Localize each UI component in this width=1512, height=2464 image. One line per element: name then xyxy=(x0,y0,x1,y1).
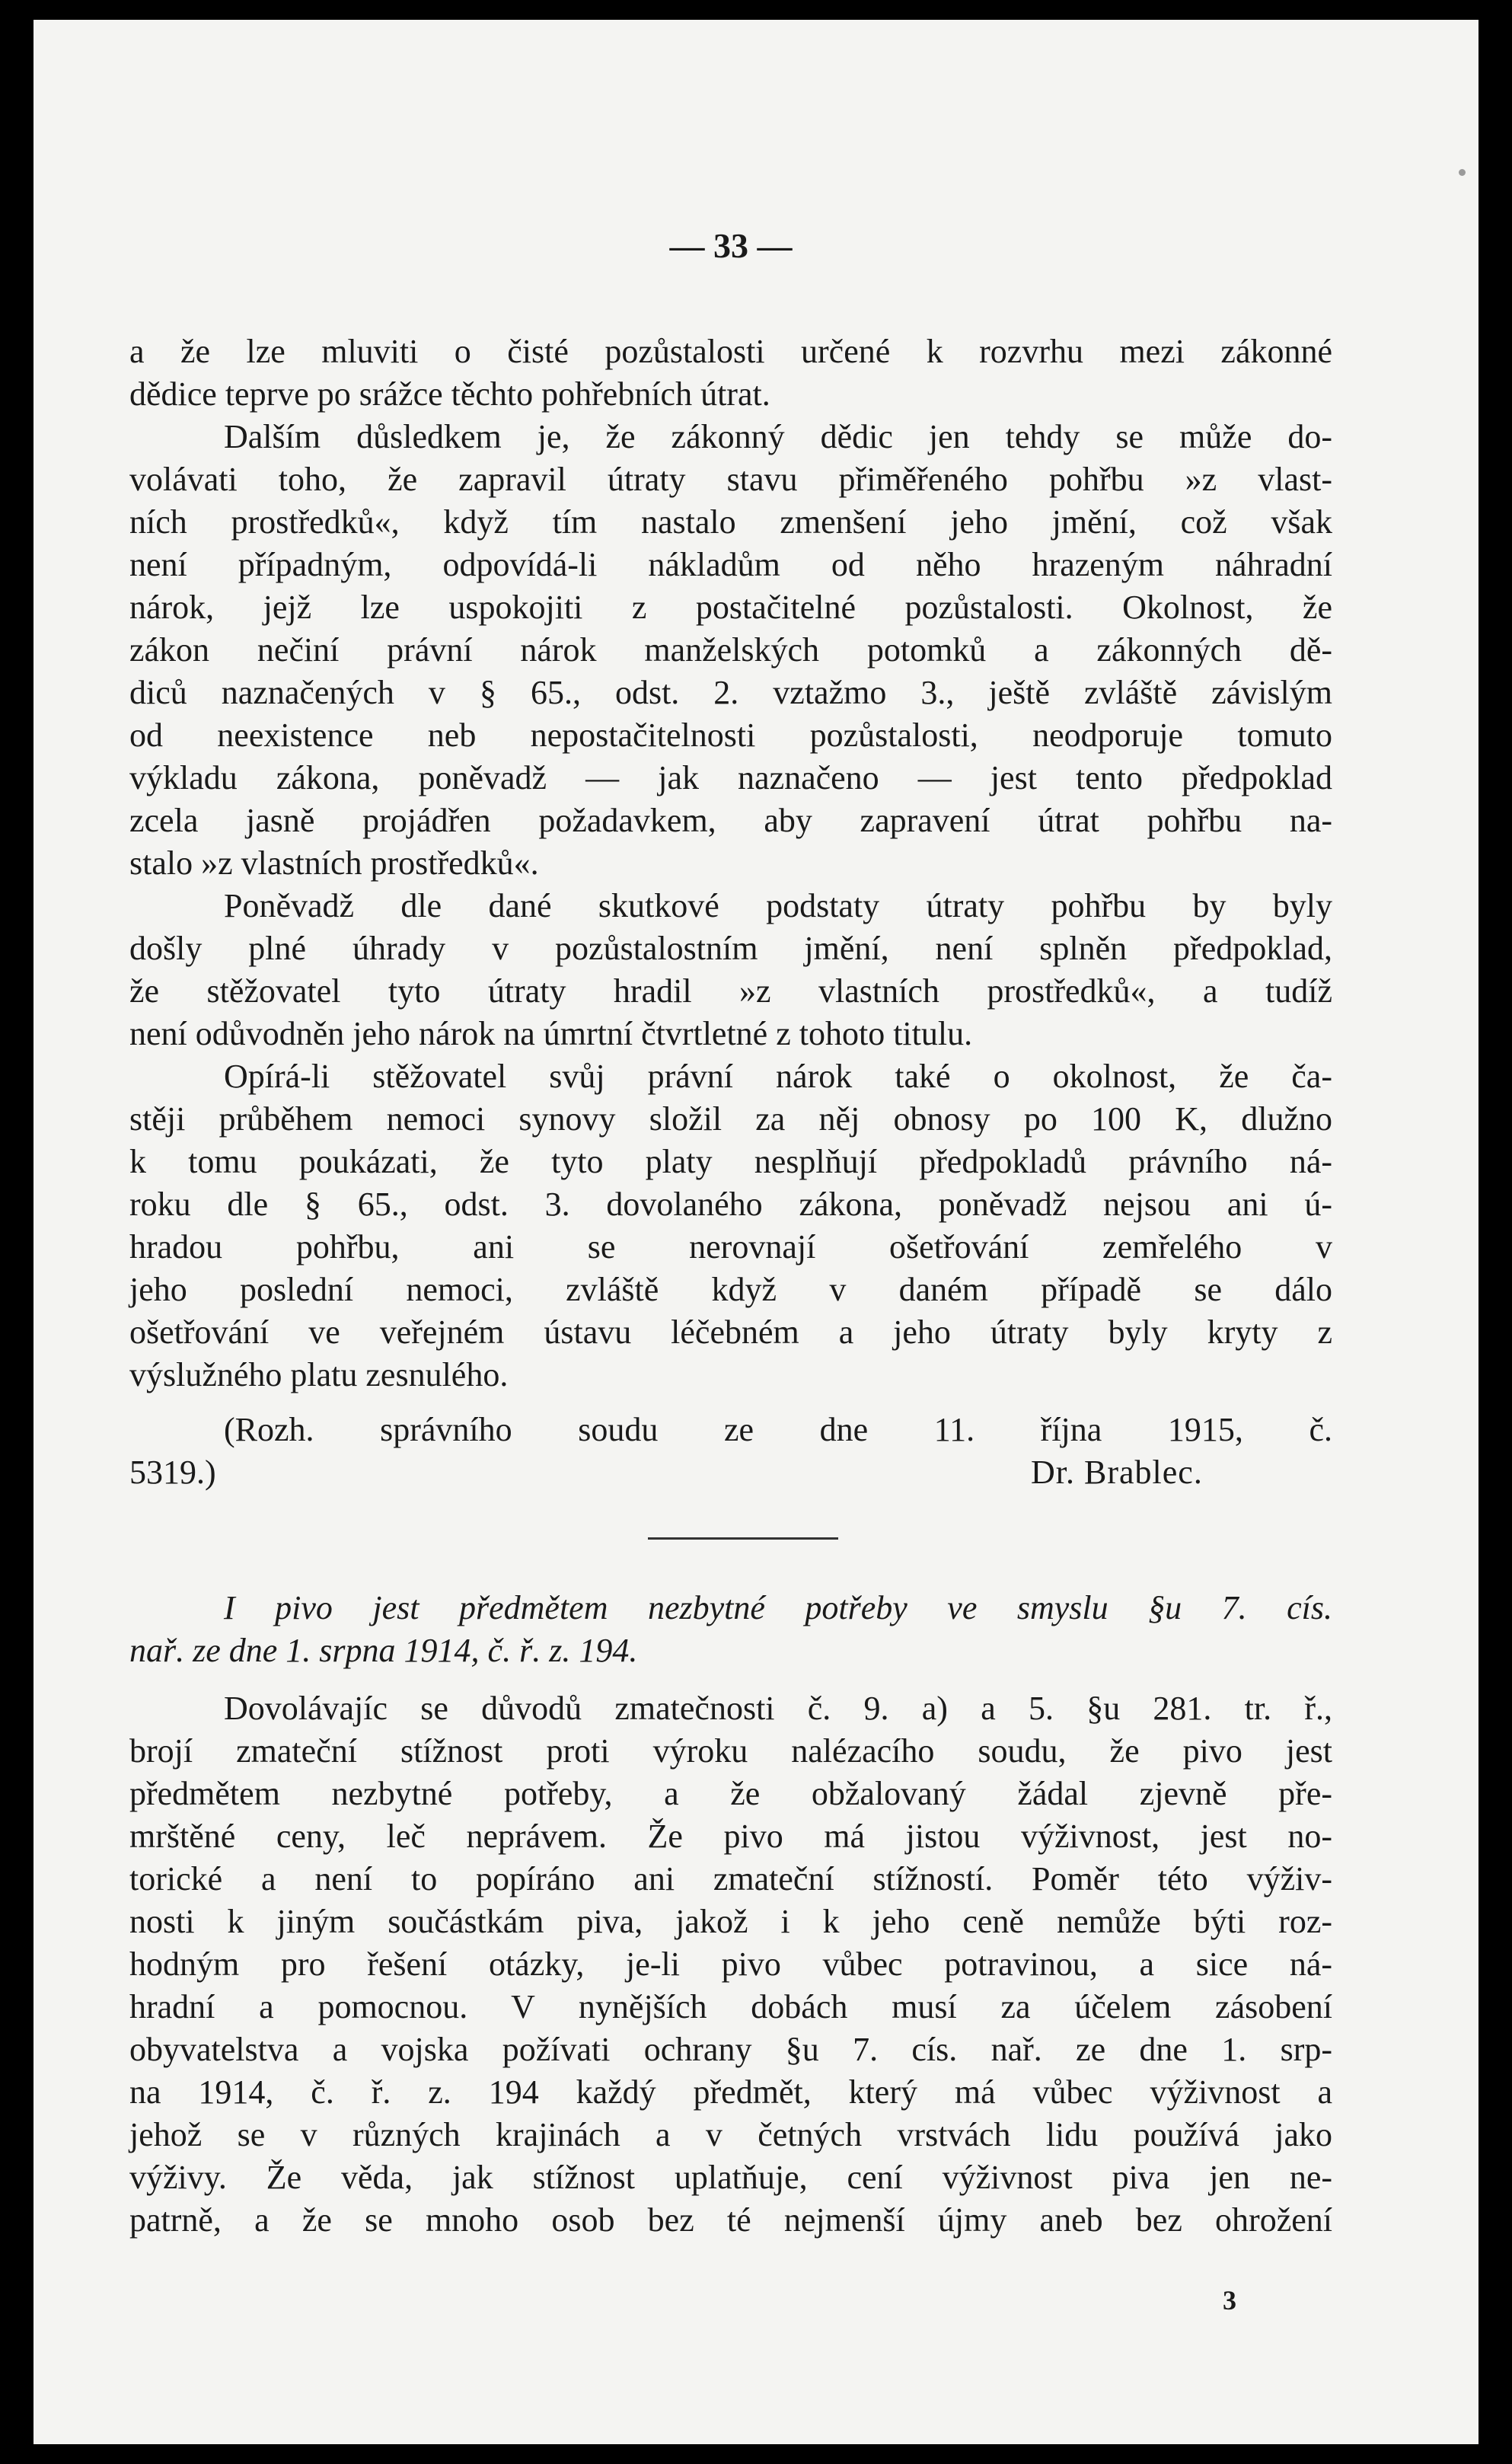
paragraph-start-line: Poněvadž dle dané skutkové podstaty útraty pohřbu by byly xyxy=(224,887,1332,924)
text-line: hradní a pomocnou. V nynějších dobách musí za účelem zásobení xyxy=(129,1988,1332,2025)
citation-line: (Rozh. správního soudu ze dne 11. října 1915, č. xyxy=(224,1411,1332,1448)
text-line: volávati toho, že zapravil útraty stavu přiměřeného pohřbu »z vlast- xyxy=(129,461,1332,498)
text-line: zákon nečiní právní nárok manželských potomků a zákonných dě- xyxy=(129,631,1332,669)
text-line: došly plné úhrady v pozůstalostním jmění, není splněn předpoklad, xyxy=(129,930,1332,967)
text-line: předmětem nezbytné potřeby, a že obžalovaný žádal zjevně pře- xyxy=(129,1775,1332,1812)
text-line: ošetřování ve veřejném ústavu léčebném a jeho útraty byly kryty z xyxy=(129,1313,1332,1351)
text-line: výkladu zákona, poněvadž — jak naznačeno — jest tento předpoklad xyxy=(129,759,1332,796)
page-number: — 33 — xyxy=(669,226,793,265)
text-line: roku dle § 65., odst. 3. dovolaného zákona, poněvadž nejsou ani ú- xyxy=(129,1186,1332,1223)
text-line: patrně, a že se mnoho osob bez té nejmenší újmy aneb bez ohrožení xyxy=(129,2201,1332,2239)
text-line: hodným pro řešení otázky, je-li pivo vůbec potravinou, a sice ná- xyxy=(129,1945,1332,1983)
text-line: stalo »z vlastních prostředků«. xyxy=(129,844,539,882)
text-line: zcela jasně projádřen požadavkem, aby zapravení útrat pohřbu na- xyxy=(129,802,1332,839)
text-line: obyvatelstva a vojska požívati ochrany §u 7. cís. nař. ze dne 1. srp- xyxy=(129,2031,1332,2068)
text-line: nosti k jiným součástkám piva, jakož i k jeho ceně nemůže býti roz- xyxy=(129,1903,1332,1940)
text-line: že stěžovatel tyto útraty hradil »z vlastních prostředků«, a tudíž xyxy=(129,972,1332,1010)
text-line: není odůvodněn jeho nárok na úmrtní čtvrtletné z tohoto titulu. xyxy=(129,1015,973,1052)
paragraph-start-line: Dalším důsledkem je, že zákonný dědic jen tehdy se může do- xyxy=(224,418,1332,455)
footer-signature-number: 3 xyxy=(1223,2285,1236,2316)
text-line: jeho poslední nemoci, zvláště když v daném případě se dálo xyxy=(129,1271,1332,1308)
dust-speck xyxy=(1459,169,1466,176)
text-line: jehož se v různých krajinách a v četných vrstvách lidu používá jako xyxy=(129,2116,1332,2153)
text-line: diců naznačených v § 65., odst. 2. vztažmo 3., ještě zvláště závislým xyxy=(129,674,1332,711)
text-line: nárok, jejž lze uspokojiti z postačitelné pozůstalosti. Okolnost, že xyxy=(129,589,1332,626)
text-line: hradou pohřbu, ani se nerovnají ošetřování zemřelého v xyxy=(129,1228,1332,1266)
text-line: ních prostředků«, když tím nastalo zmenšení jeho jmění, což však xyxy=(129,503,1332,541)
text-line: výslužného platu zesnulého. xyxy=(129,1356,509,1393)
document-page xyxy=(33,20,1479,2444)
text-line: dědice teprve po srážce těchto pohřebních útrat. xyxy=(129,375,770,413)
text-line: a že lze mluviti o čisté pozůstalosti určené k rozvrhu mezi zákonné xyxy=(129,333,1332,370)
author-signature: Dr. Brablec. xyxy=(1031,1454,1203,1491)
text-line: k tomu poukázati, že tyto platy nesplňují předpokladů právního ná- xyxy=(129,1143,1332,1180)
text-line: není případným, odpovídá-li nákladům od něho hrazeným náhradní xyxy=(129,546,1332,583)
section-heading-line: nař. ze dne 1. srpna 1914, č. ř. z. 194. xyxy=(129,1632,638,1669)
paragraph-start-line: Dovolávajíc se důvodů zmatečnosti č. 9. a) a 5. §u 281. tr. ř., xyxy=(224,1690,1332,1727)
text-line: brojí zmateční stížnost proti výroku nalézacího soudu, že pivo jest xyxy=(129,1732,1332,1770)
text-line: výživy. Že věda, jak stížnost uplatňuje, cení výživnost piva jen ne- xyxy=(129,2159,1332,2196)
paragraph-start-line: Opírá-li stěžovatel svůj právní nárok také o okolnost, že ča- xyxy=(224,1058,1332,1095)
text-line: stěji průběhem nemoci synovy složil za něj obnosy po 100 K, dlužno xyxy=(129,1100,1332,1138)
text-line: torické a není to popíráno ani zmateční stížností. Poměr této výživ- xyxy=(129,1860,1332,1897)
text-line: od neexistence neb nepostačitelnosti pozůstalosti, neodporuje tomuto xyxy=(129,717,1332,754)
section-heading-line: I pivo jest předmětem nezbytné potřeby ve smyslu §u 7. cís. xyxy=(224,1589,1332,1626)
text-line: na 1914, č. ř. z. 194 každý předmět, který má vůbec výživnost a xyxy=(129,2073,1332,2111)
text-line: mrštěné ceny, leč neprávem. Že pivo má jistou výživnost, jest no- xyxy=(129,1818,1332,1855)
section-separator xyxy=(648,1537,838,1540)
case-number: 5319.) xyxy=(129,1454,216,1491)
